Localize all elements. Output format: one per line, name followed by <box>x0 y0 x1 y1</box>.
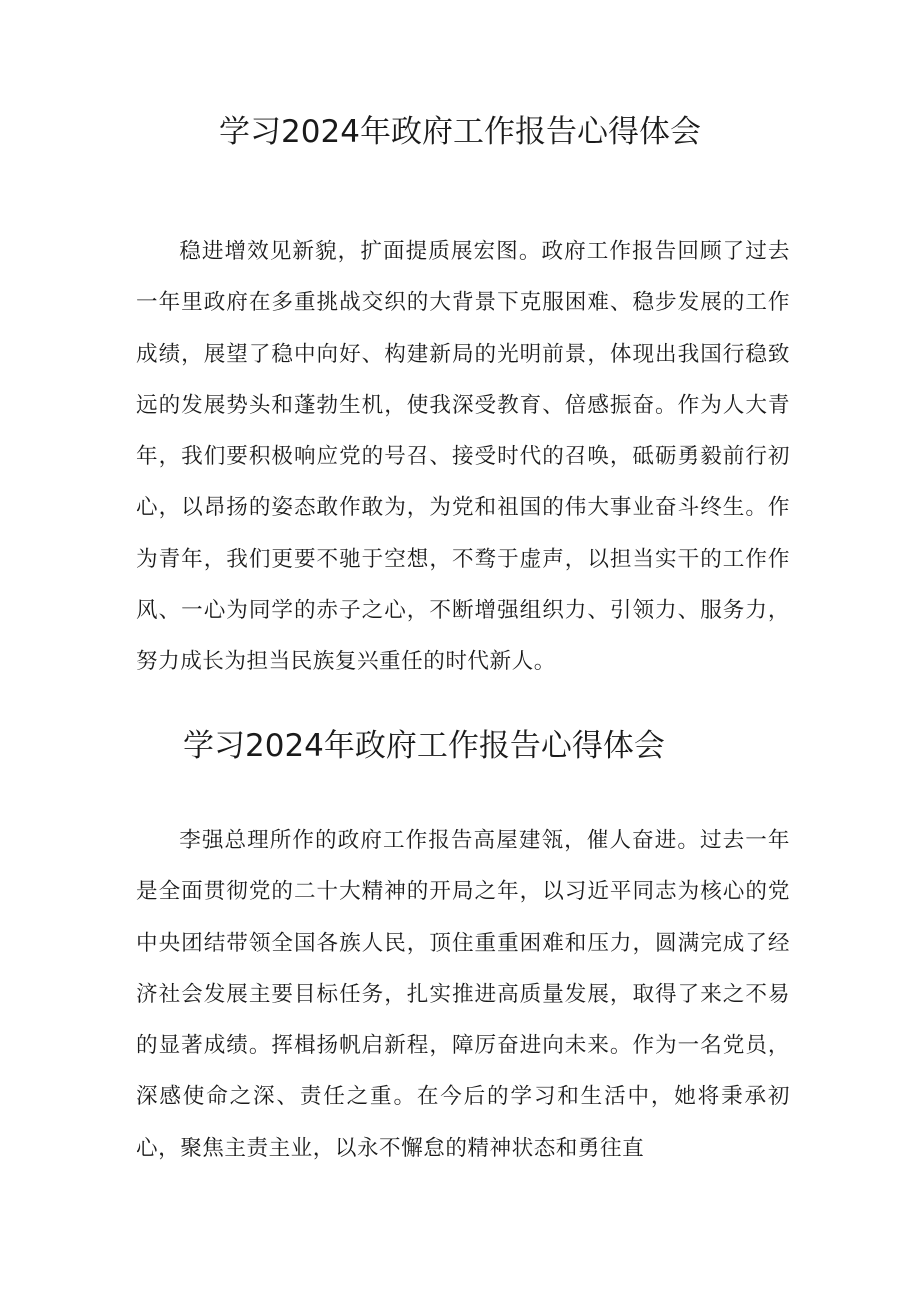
section-1-title: 学习2024年政府工作报告心得体会 <box>219 114 701 150</box>
section-2-title: 学习2024年政府工作报告心得体会 <box>183 728 665 764</box>
section-1-paragraph: 稳进增效见新貌，扩面提质展宏图。政府工作报告回顾了过去一年里政府在多重挑战交织的大背景下克服困难、稳步发展的工作成绩，展望了稳中向好、构建新局的光明前景，体现出我国行稳致远的发展势头和蓬勃生机，使我深受教育、倍感振奋。作为人大青年，我们要积极响应党的号召、接受时代的召唤，砥砺勇毅前行初心，以昂扬的姿态敢作敢为，为党和祖国的伟大事业奋斗终生。作为青年，我们更要不驰于空想，不骛于虚声，以担当实干的工作作风、一心为同学的赤子之心，不断增强组织力、引领力、服务力，努力成长为担当民族复兴重任的时代新人。 <box>136 239 790 675</box>
section-2-paragraph: 李强总理所作的政府工作报告高屋建瓴，催人奋进。过去一年是全面贯彻党的二十大精神的开局之年，以习近平同志为核心的党中央团结带领全国各族人民，顶住重重困难和压力，圆满完成了经济社会发展主要目标任务，扎实推进高质量发展，取得了来之不易的显著成绩。挥楫扬帆启新程，障厉奋进向未来。作为一名党员，深感使命之深、责任之重。在今后的学习和生活中，她将秉承初心，聚焦主责主业，以永不懈怠的精神状态和勇往直 <box>136 828 790 1161</box>
